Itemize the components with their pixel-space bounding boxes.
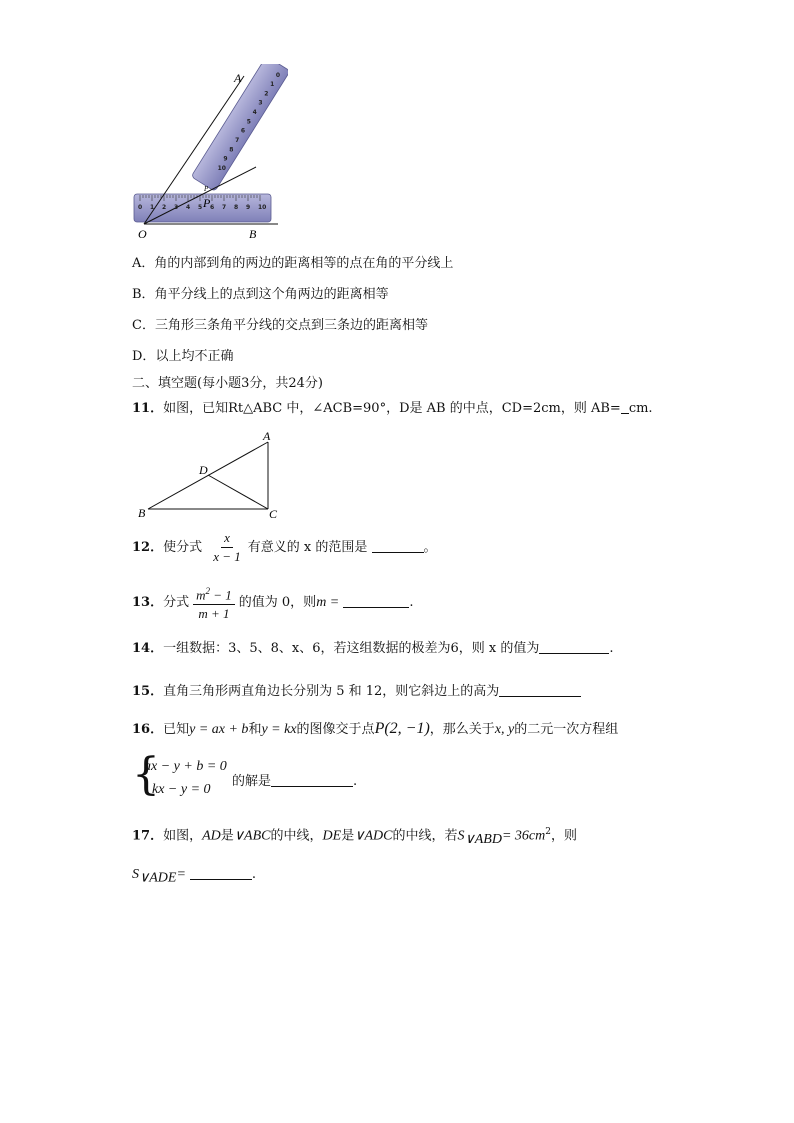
slanted-tick-label: 8 — [229, 146, 234, 154]
question-12: 12．使分式 $\frac{x}{x - 1}$ 有意义的 x 的范围是 。 — [132, 530, 437, 564]
ruler-tick-label: 0 — [138, 204, 143, 211]
ruler-tick-label: 5 — [198, 204, 203, 211]
ruler-tick-label: 10 — [258, 204, 267, 211]
question-17-answer: $S_{\vee ADE}=$ . — [132, 867, 257, 886]
slanted-tick-label: 5 — [246, 118, 251, 126]
triangle-figure — [135, 428, 295, 523]
ruler-tick-label: 4 — [186, 204, 191, 211]
slanted-tick-label: 7 — [235, 137, 240, 145]
slanted-tick-label: 0 — [275, 71, 281, 79]
ruler-tick-label: 8 — [234, 204, 239, 211]
option-a: A．角的内部到角的两边的距离相等的点在角的平分线上 — [132, 256, 454, 271]
slanted-tick-label: 10 — [217, 165, 226, 172]
question-16-answer: 的解是 . — [232, 774, 358, 789]
ruler-tick-label: 9 — [246, 204, 251, 211]
label-C: C — [269, 507, 278, 521]
ruler-tick-label: 2 — [162, 204, 167, 211]
option-d: D．以上均不正确 — [132, 349, 234, 364]
label-p-small: P — [204, 185, 209, 193]
option-b: B．角平分线上的点到这个角两边的距离相等 — [132, 287, 389, 302]
label-O: O — [138, 227, 147, 241]
ruler-tick-label: 1 — [150, 204, 155, 211]
label-P: P — [203, 196, 211, 210]
slanted-tick-label: 1 — [270, 81, 275, 89]
section-title: 二、填空题(每小题3分，共24分) — [132, 376, 323, 391]
ruler-tick-label: 6 — [210, 204, 215, 211]
slanted-tick-label: 4 — [252, 109, 257, 117]
equation-2: kx − y = 0 — [152, 782, 211, 797]
brace: { — [132, 749, 160, 800]
label-B: B — [138, 506, 146, 520]
slanted-tick-label: 2 — [264, 90, 269, 98]
fraction: $\frac{m^2 - 1}{m + 1}$ — [193, 583, 235, 622]
label-A: A — [234, 71, 242, 85]
slanted-tick-label: 6 — [240, 127, 246, 135]
ruler-tick-label: 7 — [222, 204, 227, 211]
question-16: 16．已知y = ax + b和y = kx的图像交于点P(2, −1)，那么关于x, y的二元一次方程组 — [132, 720, 619, 737]
option-c: C．三角形三条角平分线的交点到三条边的距离相等 — [132, 318, 428, 333]
question-11: 11．如图，已知Rt△ABC 中，∠ACB=90°，D是 AB 的中点，CD=2cm，则 AB= cm. — [132, 401, 653, 416]
question-13: 13．分式 $\frac{m^2 - 1}{m + 1}$ 的值为 0，则m = . — [132, 583, 414, 622]
slanted-tick-label: 9 — [223, 155, 228, 163]
label-A: A — [263, 429, 271, 443]
label-D: D — [199, 463, 208, 477]
ruler-tick-label: 3 — [174, 204, 179, 211]
question-14: 14．一组数据：3、5、8、x、6，若这组数据的极差为6，则 x 的值为 . — [132, 641, 614, 656]
question-17: 17．如图，AD是∨ABC的中线，DE是∨ADC的中线，若$S_{\vee ABD}= 36cm^2$，则 — [132, 827, 577, 847]
slanted-tick-label: 3 — [258, 99, 263, 107]
fraction: $\frac{x}{x - 1}$ — [213, 530, 241, 564]
question-15: 15．直角三角形两直角边长分别为 5 和 12，则它斜边上的高为 — [132, 683, 581, 701]
ruler-angle-figure — [128, 64, 288, 244]
label-B: B — [249, 227, 257, 241]
equation-1: ax − y + b = 0 — [144, 759, 227, 774]
